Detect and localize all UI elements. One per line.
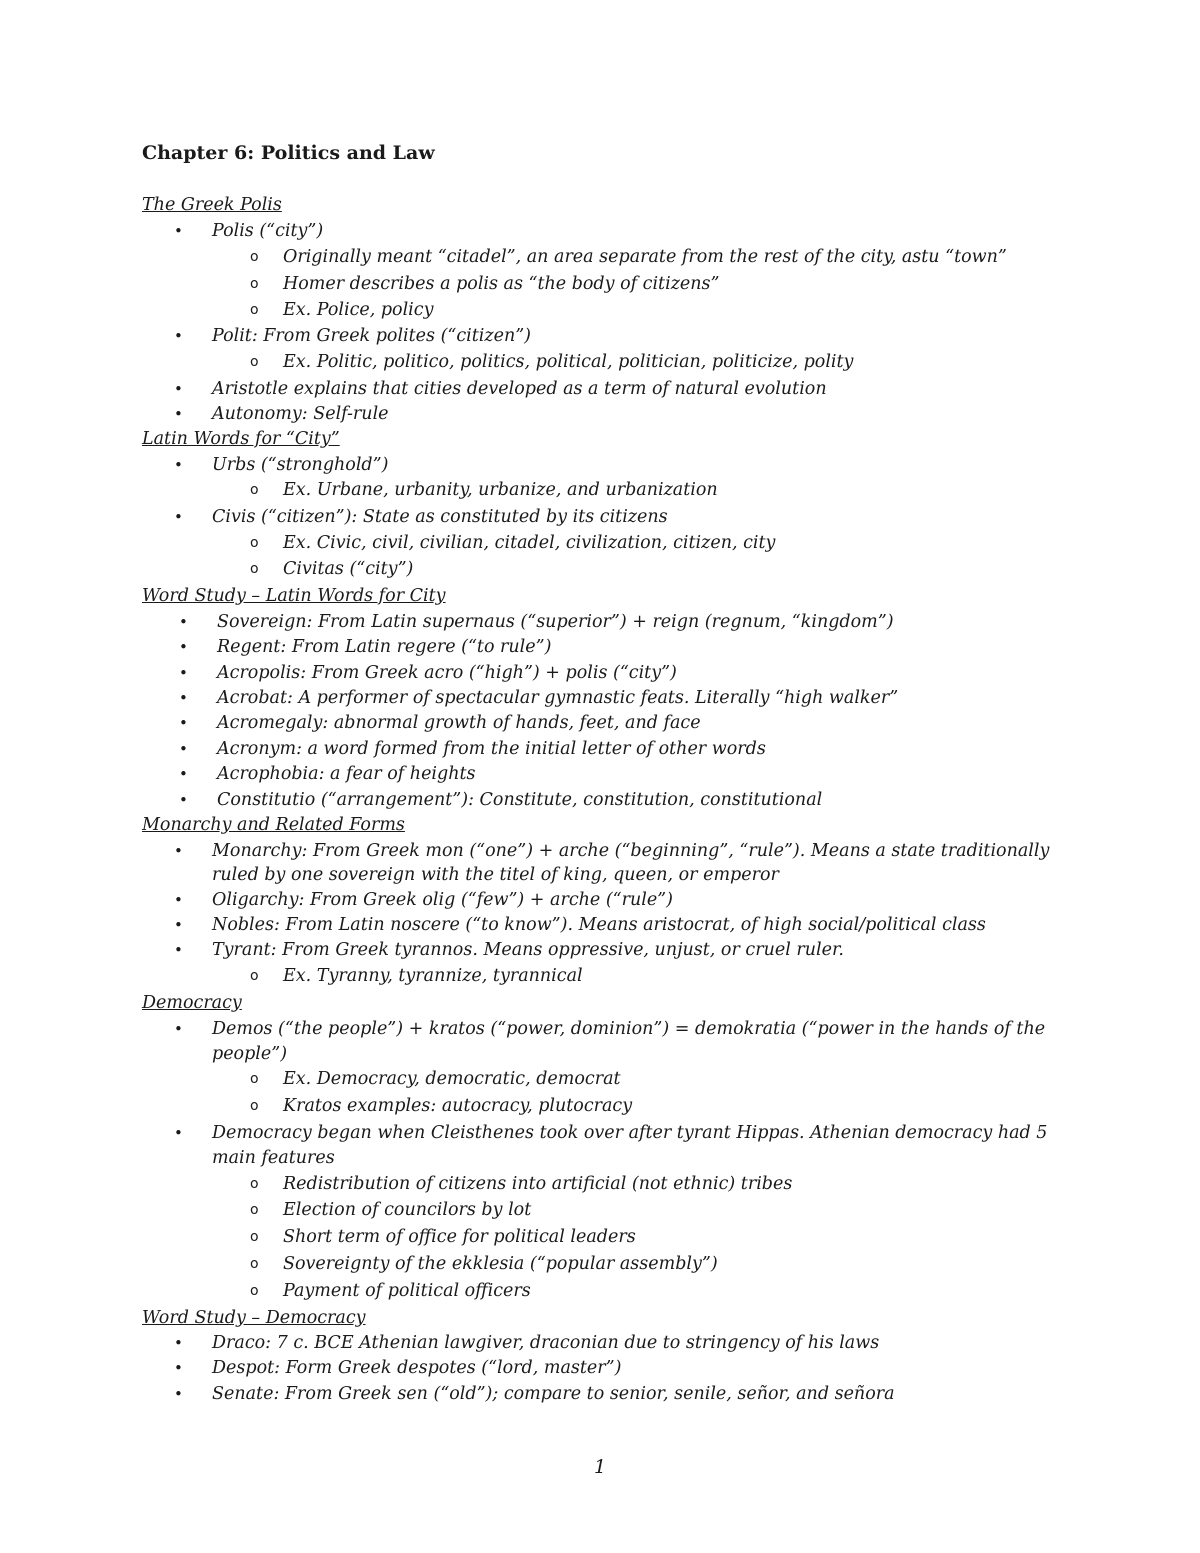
sub-list-item: Ex. Tyranny, tyrannize, tyrannical (283, 966, 583, 986)
list-item: Despot: Form Greek despotes (“lord, master”) (212, 1358, 622, 1378)
list-item-continuation: people”) (212, 1044, 288, 1064)
list-item: Acrobat: A performer of spectacular gymnastic feats. Literally “high walker” (217, 688, 899, 708)
sub-bullet-icon: o (250, 535, 259, 551)
bullet-icon: • (174, 1359, 183, 1377)
bullet-icon: • (174, 405, 183, 423)
sub-list-item: Ex. Politic, politico, politics, political, politician, politicize, polity (283, 352, 854, 372)
bullet-icon: • (179, 613, 188, 631)
sub-list-item: Redistribution of citizens into artificial (not ethnic) tribes (283, 1174, 793, 1194)
bullet-icon: • (179, 689, 188, 707)
list-item: Acropolis: From Greek acro (“high”) + polis (“city”) (217, 663, 677, 683)
section-heading-democracy: Democracy (142, 993, 242, 1013)
list-item: Tyrant: From Greek tyrannos. Means oppressive, unjust, or cruel ruler. (212, 940, 844, 960)
list-item: Aristotle explains that cities developed as a term of natural evolution (212, 379, 827, 399)
sub-bullet-icon: o (250, 354, 259, 370)
sub-list-item: Sovereignty of the ekklesia (“popular assembly”) (283, 1254, 718, 1274)
section-heading-latin-city: Latin Words for “City” (142, 429, 340, 449)
list-item: Acromegaly: abnormal growth of hands, feet, and face (217, 713, 701, 733)
sub-bullet-icon: o (250, 1098, 259, 1114)
bullet-icon: • (174, 1020, 183, 1038)
list-item: Constitutio (“arrangement”): Constitute, constitution, constitutional (217, 790, 823, 810)
list-item: Polis (“city”) (212, 221, 324, 241)
list-item: Draco: 7 c. BCE Athenian lawgiver, draconian due to stringency of his laws (212, 1333, 880, 1353)
list-item: Nobles: From Latin noscere (“to know”). Means aristocrat, of high social/political class (212, 915, 986, 935)
bullet-icon: • (174, 941, 183, 959)
bullet-icon: • (174, 1385, 183, 1403)
sub-list-item: Ex. Urbane, urbanity, urbanize, and urbanization (283, 480, 718, 500)
bullet-icon: • (174, 916, 183, 934)
section-heading-word-study-city: Word Study – Latin Words for City (142, 586, 446, 606)
section-heading-monarchy: Monarchy and Related Forms (142, 815, 405, 835)
sub-bullet-icon: o (250, 1283, 259, 1299)
sub-list-item: Ex. Democracy, democratic, democrat (283, 1069, 621, 1089)
sub-list-item: Ex. Police, policy (283, 300, 434, 320)
section-heading-greek-polis: The Greek Polis (142, 195, 282, 215)
list-item: Urbs (“stronghold”) (212, 455, 389, 475)
sub-bullet-icon: o (250, 1256, 259, 1272)
list-item: Sovereign: From Latin supernaus (“superior”) + reign (regnum, “kingdom”) (217, 612, 894, 632)
sub-bullet-icon: o (250, 482, 259, 498)
list-item: Democracy began when Cleisthenes took over after tyrant Hippas. Athenian democracy had 5 (212, 1123, 1048, 1143)
sub-bullet-icon: o (250, 302, 259, 318)
sub-list-item: Short term of office for political leaders (283, 1227, 636, 1247)
list-item: Acronym: a word formed from the initial letter of other words (217, 739, 766, 759)
list-item: Acrophobia: a fear of heights (217, 764, 476, 784)
bullet-icon: • (174, 1124, 183, 1142)
sub-list-item: Originally meant “citadel”, an area separate from the rest of the city, astu “town” (283, 247, 1007, 267)
list-item: Senate: From Greek sen (“old”); compare to senior, senile, señor, and señora (212, 1384, 895, 1404)
list-item: Regent: From Latin regere (“to rule”) (217, 637, 552, 657)
sub-bullet-icon: o (250, 561, 259, 577)
list-item: Autonomy: Self-rule (212, 404, 389, 424)
list-item: Monarchy: From Greek mon (“one”) + arche (“beginning”, “rule”). Means a state traditionally (212, 841, 1050, 861)
bullet-icon: • (179, 791, 188, 809)
sub-list-item: Payment of political officers (283, 1281, 531, 1301)
sub-bullet-icon: o (250, 968, 259, 984)
bullet-icon: • (174, 842, 183, 860)
bullet-icon: • (179, 664, 188, 682)
bullet-icon: • (174, 327, 183, 345)
sub-bullet-icon: o (250, 276, 259, 292)
list-item-continuation: ruled by one sovereign with the titel of king, queen, or emperor (212, 865, 779, 885)
list-item: Oligarchy: From Greek olig (“few”) + arche (“rule”) (212, 890, 673, 910)
sub-list-item: Ex. Civic, civil, civilian, citadel, civilization, citizen, city (283, 533, 776, 553)
bullet-icon: • (179, 765, 188, 783)
sub-list-item: Homer describes a polis as “the body of citizens” (283, 274, 720, 294)
bullet-icon: • (179, 638, 188, 656)
list-item-continuation: main features (212, 1148, 335, 1168)
list-item: Civis (“citizen”): State as constituted by its citizens (212, 507, 668, 527)
bullet-icon: • (174, 1334, 183, 1352)
sub-bullet-icon: o (250, 249, 259, 265)
bullet-icon: • (179, 740, 188, 758)
sub-bullet-icon: o (250, 1176, 259, 1192)
sub-list-item: Kratos examples: autocracy, plutocracy (283, 1096, 633, 1116)
section-heading-word-study-democracy: Word Study – Democracy (142, 1308, 366, 1328)
bullet-icon: • (174, 222, 183, 240)
sub-bullet-icon: o (250, 1229, 259, 1245)
list-item: Polit: From Greek polites (“citizen”) (212, 326, 531, 346)
bullet-icon: • (174, 891, 183, 909)
bullet-icon: • (174, 456, 183, 474)
sub-list-item: Election of councilors by lot (283, 1200, 532, 1220)
bullet-icon: • (174, 508, 183, 526)
bullet-icon: • (174, 380, 183, 398)
sub-bullet-icon: o (250, 1071, 259, 1087)
sub-bullet-icon: o (250, 1202, 259, 1218)
sub-list-item: Civitas (“city”) (283, 559, 414, 579)
bullet-icon: • (179, 714, 188, 732)
chapter-title: Chapter 6: Politics and Law (142, 142, 435, 164)
list-item: Demos (“the people”) + kratos (“power, dominion”) = demokratia (“power in the hands of the (212, 1019, 1046, 1039)
page-number: 1 (594, 1456, 607, 1478)
